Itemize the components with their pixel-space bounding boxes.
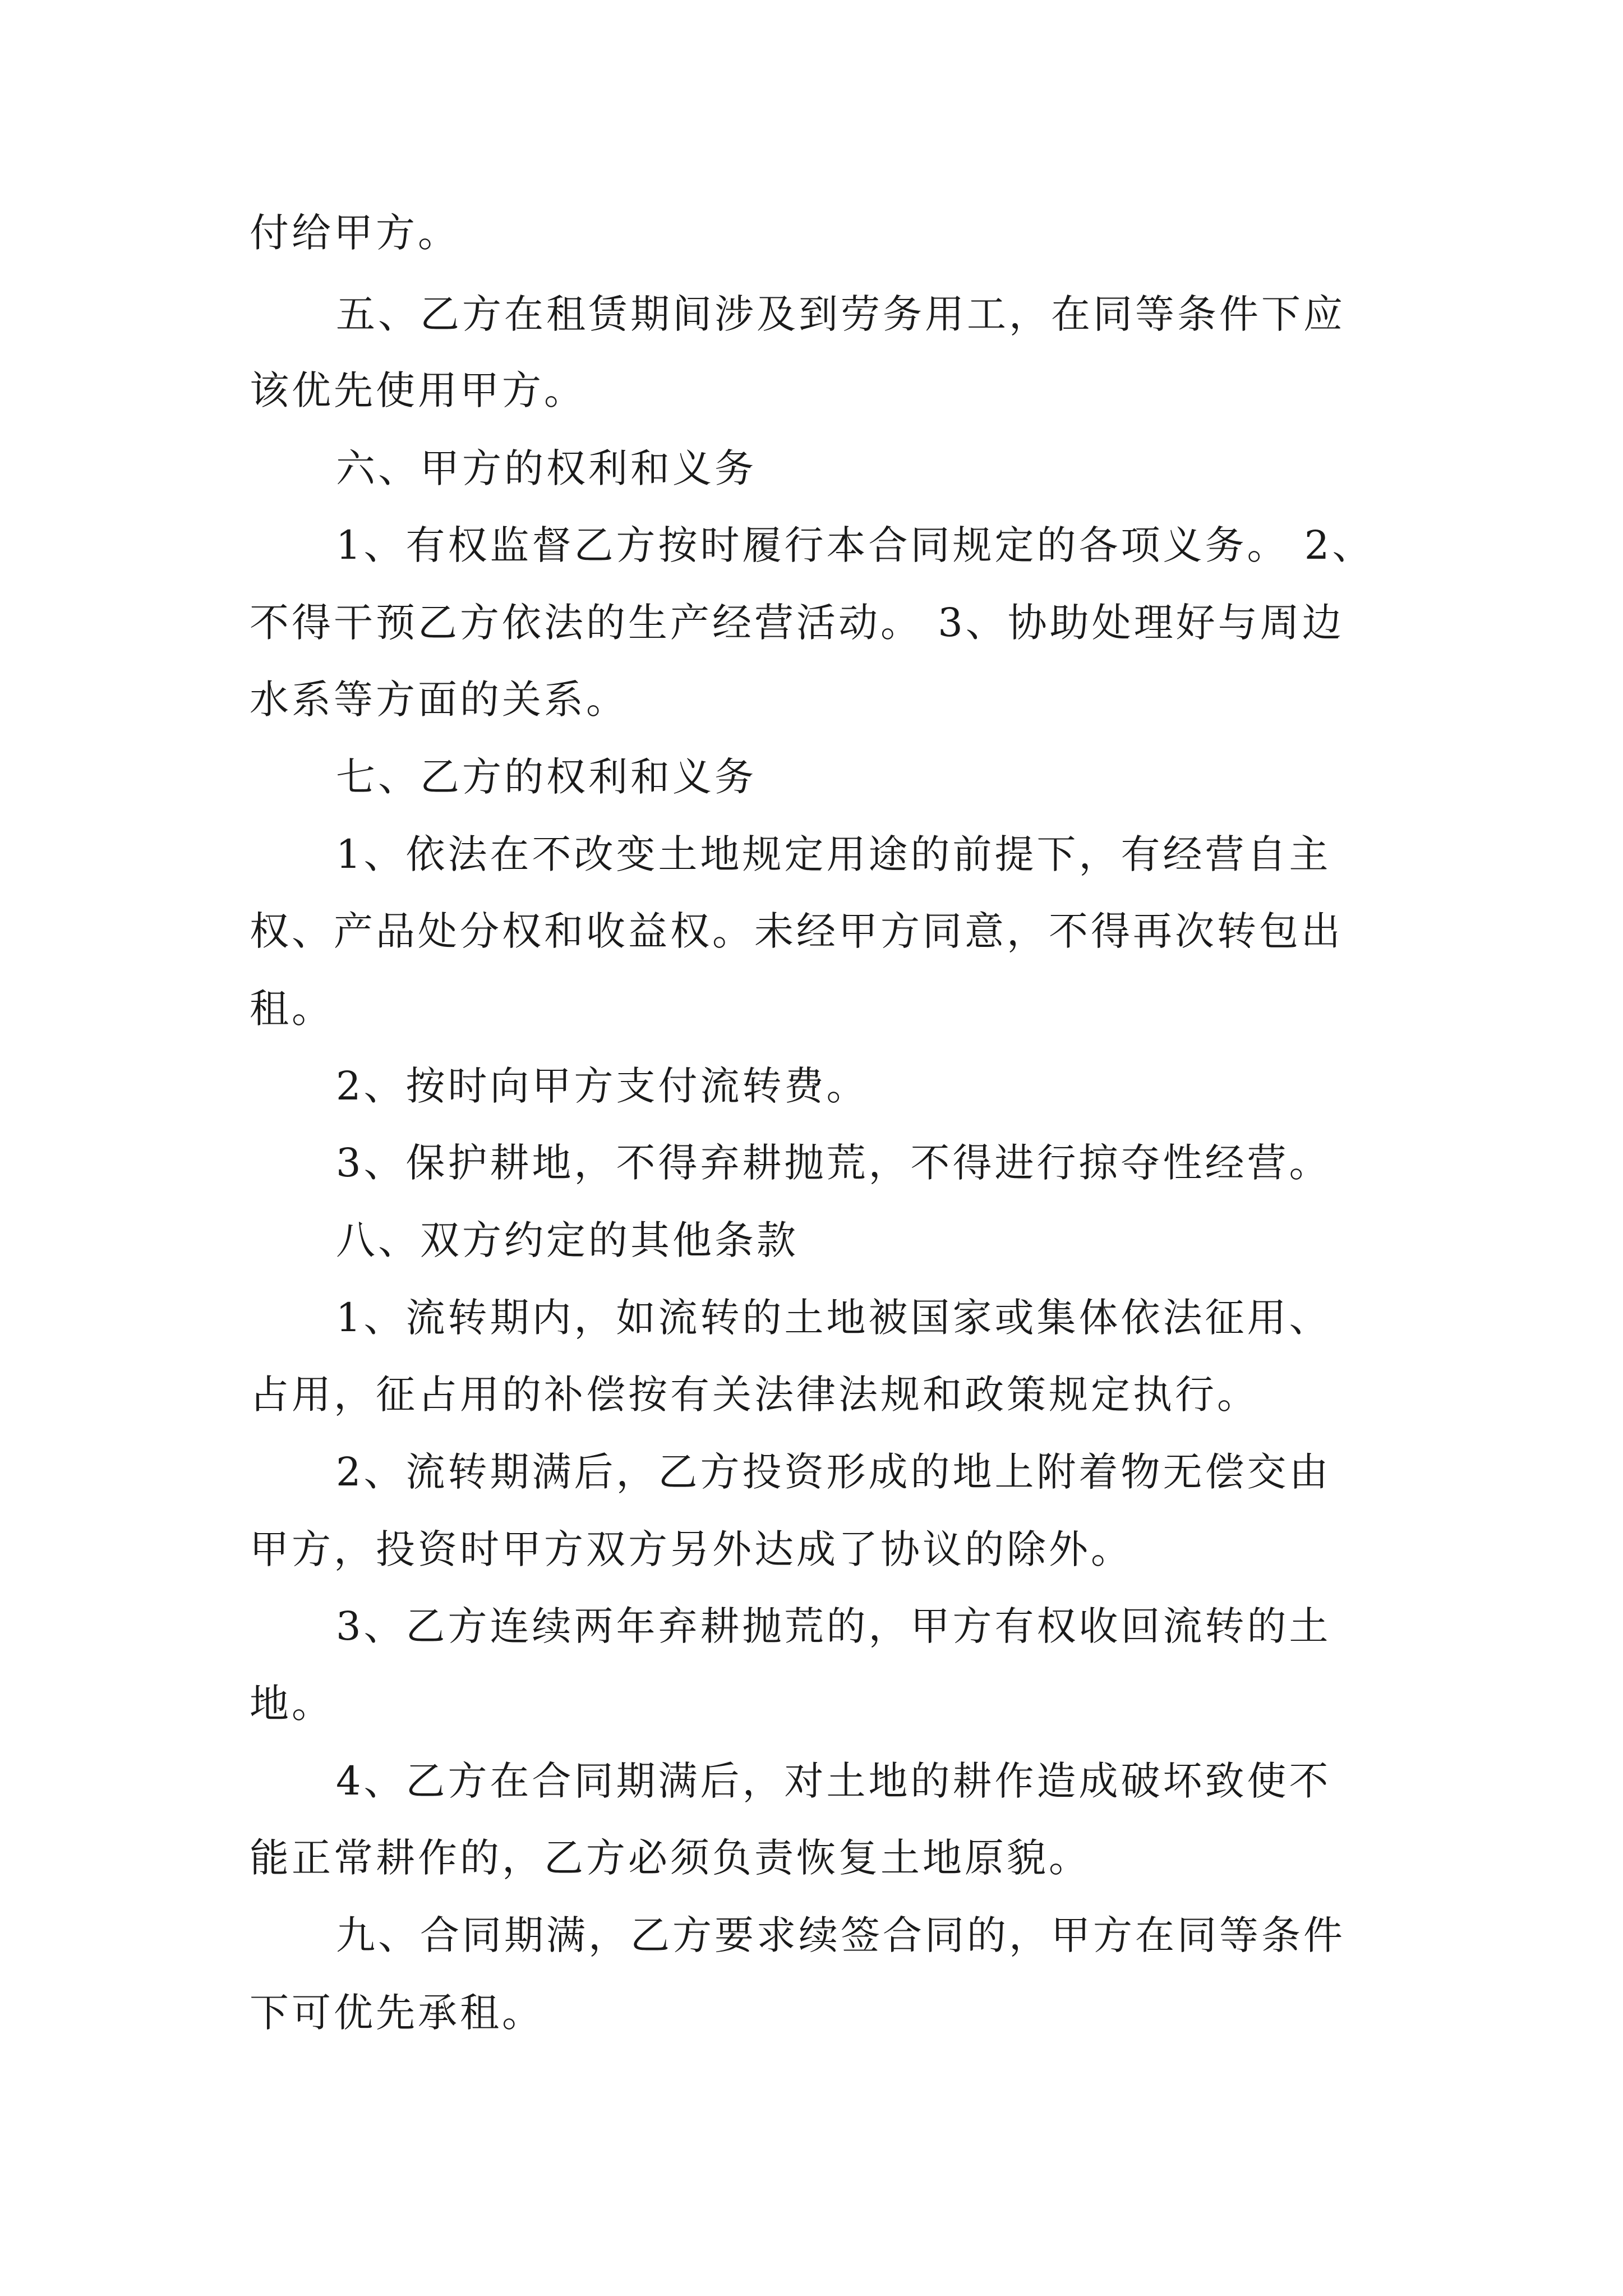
text-line: 2、按时向甲方支付流转费。 xyxy=(336,1063,869,1109)
section-heading: 八、双方约定的其他条款 xyxy=(336,1217,799,1263)
text-line: 3、乙方连续两年弃耕抛荒的，甲方有权收回流转的土 xyxy=(336,1603,1331,1649)
text-line: 占用，征占用的补偿按有关法律法规和政策规定执行。 xyxy=(250,1372,1259,1418)
text-line: 能正常耕作的，乙方必须负责恢复土地原貌。 xyxy=(250,1835,1091,1881)
section-heading: 七、乙方的权利和义务 xyxy=(336,754,757,800)
text-line: 甲方，投资时甲方双方另外达成了协议的除外。 xyxy=(250,1526,1133,1572)
text-line: 不得干预乙方依法的生产经营活动。 3、协助处理好与周边 xyxy=(250,600,1344,646)
text-line: 水系等方面的关系。 xyxy=(250,677,628,723)
text-line: 该优先使用甲方。 xyxy=(250,367,586,413)
text-line: 付给甲方。 xyxy=(250,210,460,256)
section-heading: 六、甲方的权利和义务 xyxy=(336,445,757,491)
section-heading: 九、合同期满，乙方要求续签合同的，甲方在同等条件 xyxy=(336,1912,1345,1958)
text-line: 五、乙方在租赁期间涉及到劳务用工，在同等条件下应 xyxy=(336,291,1345,337)
text-line: 3、保护耕地，不得弃耕抛荒，不得进行掠夺性经营。 xyxy=(336,1140,1331,1186)
text-line: 2、流转期满后，乙方投资形成的地上附着物无偿交由 xyxy=(336,1449,1331,1495)
text-line: 1、有权监督乙方按时履行本合同规定的各项义务。 2、 xyxy=(336,522,1375,568)
text-line: 权、产品处分权和收益权。未经甲方同意，不得再次转包出 xyxy=(250,908,1343,954)
text-line: 地。 xyxy=(250,1681,334,1727)
text-line: 4、乙方在合同期满后，对土地的耕作造成破坏致使不 xyxy=(336,1758,1331,1804)
text-line: 1、流转期内，如流转的土地被国家或集体依法征用、 xyxy=(336,1295,1331,1341)
text-line: 下可优先承租。 xyxy=(250,1990,544,2036)
text-line: 1、依法在不改变土地规定用途的前提下，有经营自主 xyxy=(336,831,1331,877)
text-line: 租。 xyxy=(250,986,334,1032)
